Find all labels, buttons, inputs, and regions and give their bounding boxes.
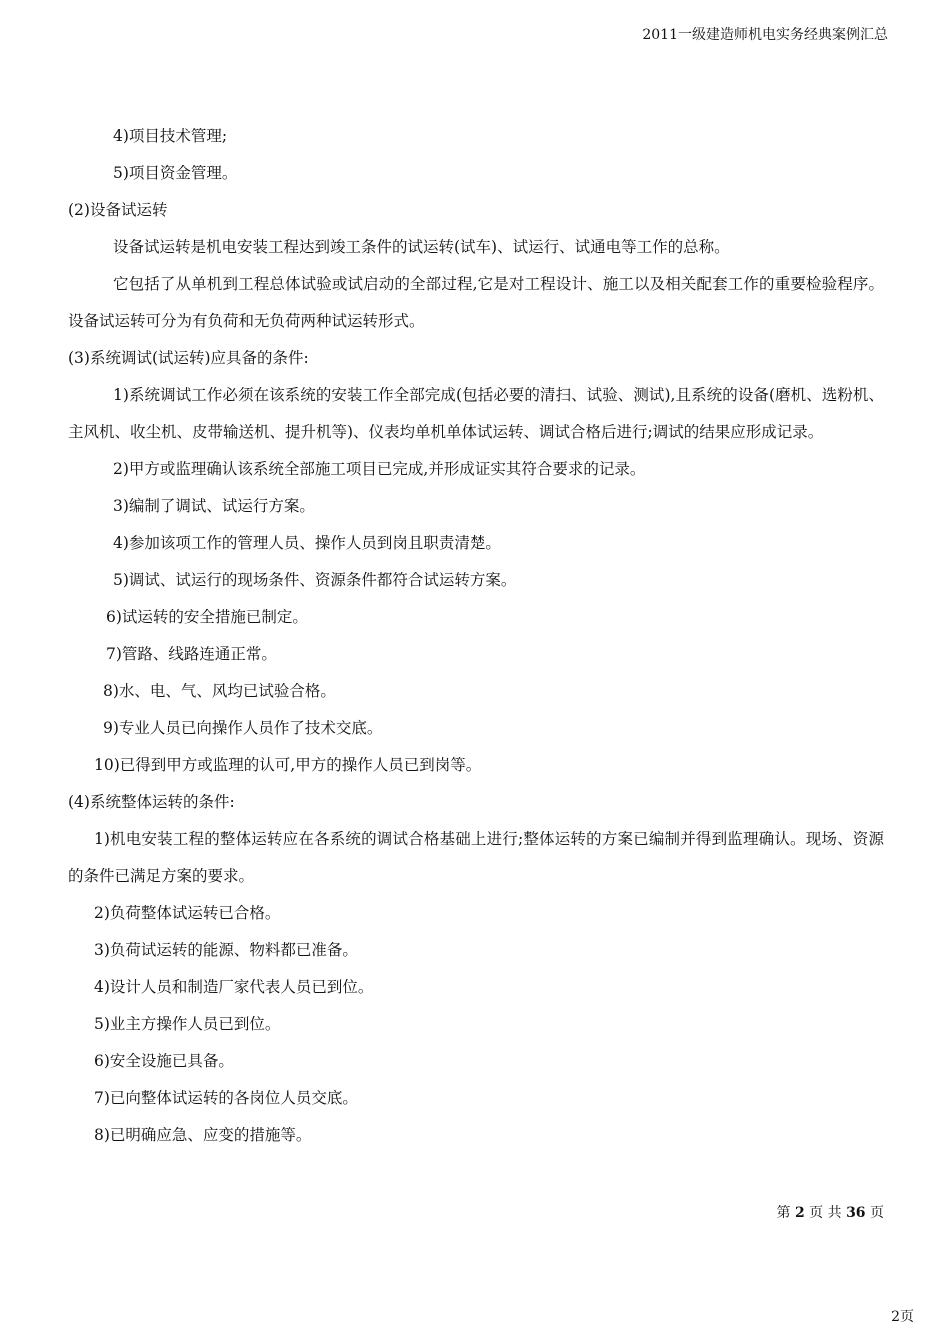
list-item: 2)负荷整体试运转已合格。: [94, 904, 281, 922]
paragraph: 它包括了从单机到工程总体试验或试启动的全部过程,它是对工程设计、施工以及相关配套工作的重要检验程序。设备试运转可分为有负荷和无负荷两种试运转形式。: [68, 275, 884, 330]
corner-page-label: 2页: [891, 1309, 914, 1325]
list-item: 4)参加该项工作的管理人员、操作人员到岗且职责清楚。: [113, 534, 501, 552]
list-item: 6)试运转的安全措施已制定。: [106, 608, 308, 626]
list-item: 7)管路、线路连通正常。: [106, 645, 277, 663]
list-item: 4)项目技术管理;: [113, 127, 228, 145]
list-item: 2)甲方或监理确认该系统全部施工项目已完成,并形成证实其符合要求的记录。: [113, 460, 646, 478]
list-item: 1)系统调试工作必须在该系统的安装工作全部完成(包括必要的清扫、试验、测试),且系统的设备(磨机、选粉机、主风机、收尘机、皮带输送机、提升机等)、仪表均单机单体试运转、调试合格后进行;调试的结果应形成记录。: [68, 386, 884, 441]
list-item: 3)负荷试运转的能源、物料都已准备。: [94, 941, 358, 959]
document-body: [68, 118, 884, 1154]
list-item: 6)安全设施已具备。: [94, 1052, 234, 1070]
list-item: 3)编制了调试、试运行方案。: [113, 497, 315, 515]
list-item: 5)调试、试运行的现场条件、资源条件都符合试运转方案。: [113, 571, 517, 589]
list-item: 5)业主方操作人员已到位。: [94, 1015, 281, 1033]
page-footer: [777, 1202, 885, 1222]
section-heading: (4)系统整体运转的条件:: [68, 793, 235, 811]
list-item: 1)机电安装工程的整体运转应在各系统的调试合格基础上进行;整体运转的方案已编制并得到监理确认。现场、资源的条件已满足方案的要求。: [68, 830, 884, 885]
footer-suffix: 页: [870, 1205, 884, 1221]
footer-page-total: 36: [846, 1205, 866, 1221]
list-item: 9)专业人员已向操作人员作了技术交底。: [103, 719, 383, 737]
page-header-title: 2011一级建造师机电实务经典案例汇总: [642, 27, 888, 43]
list-item: 7)已向整体试运转的各岗位人员交底。: [94, 1089, 358, 1107]
list-item: 8)已明确应急、应变的措施等。: [94, 1126, 312, 1144]
section-heading: (3)系统调试(试运转)应具备的条件:: [68, 349, 309, 367]
list-item: 5)项目资金管理。: [113, 164, 238, 182]
list-item: 8)水、电、气、风均已试验合格。: [103, 682, 336, 700]
footer-middle: 页 共: [809, 1205, 842, 1221]
footer-prefix: 第: [776, 1205, 791, 1221]
footer-page-number: 2: [794, 1205, 805, 1221]
list-item: 10)已得到甲方或监理的认可,甲方的操作人员已到岗等。: [94, 756, 482, 774]
paragraph: 设备试运转是机电安装工程达到竣工条件的试运转(试车)、试运行、试通电等工作的总称。: [113, 238, 730, 256]
list-item: 4)设计人员和制造厂家代表人员已到位。: [94, 978, 374, 996]
section-heading: (2)设备试运转: [68, 201, 168, 219]
